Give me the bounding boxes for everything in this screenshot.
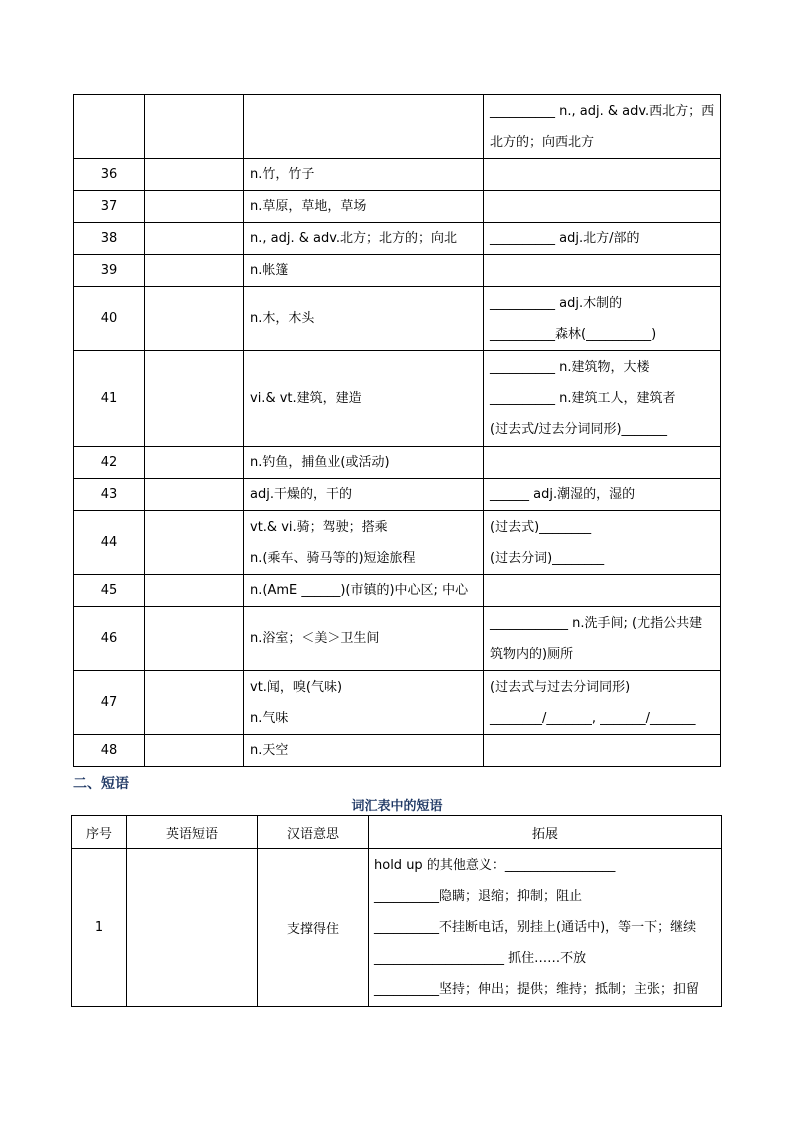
vocab-extension-line: __________ adj.木制的 [490,295,623,311]
vocab-meaning-line: n.天空 [250,743,289,758]
vocab-extension-line: __________森林(__________) [490,326,657,342]
vocab-meaning [244,223,484,255]
vocab-meaning [244,191,484,223]
vocab-number [74,255,145,287]
vocab-row [74,735,721,767]
vocab-word-blank[interactable] [145,575,244,607]
vocab-extension-line: __________ n., adj. & adv.西北方；西 [490,103,715,119]
vocab-extension [484,351,721,447]
vocab-number [74,575,145,607]
vocab-meaning [244,351,484,447]
phrase-extension [369,849,722,1007]
vocab-meaning-line: n., adj. & adv.北方；北方的；向北 [250,231,458,246]
vocab-meaning [244,479,484,511]
vocab-meaning-line: vt.& vi.骑；驾驶；搭乘 [250,519,388,535]
phrase-extension-line: __________不挂断电话，别挂上(通话中)，等一下；继续 [374,920,697,935]
vocab-word-blank[interactable] [145,735,244,767]
vocab-word-blank[interactable] [145,447,244,479]
vocab-meaning [244,287,484,351]
section-heading: 二、短语 [73,776,129,792]
vocab-extension [484,607,721,671]
vocab-row [74,159,721,191]
vocab-extension-line: 北方的；向西北方 [490,134,595,150]
vocab-number [74,479,145,511]
vocab-row [74,223,721,255]
vocab-word-blank[interactable] [145,479,244,511]
header-english-phrase: 英语短语 [127,816,258,849]
vocab-extension [484,575,721,607]
vocab-number-line: 44 [100,535,118,550]
vocab-extension-line: (过去分词)________ [490,550,605,566]
vocab-extension [484,255,721,287]
vocab-meaning [244,159,484,191]
vocab-meaning [244,511,484,575]
vocab-extension [484,447,721,479]
vocab-extension [484,287,721,351]
vocab-number-line: 36 [100,167,118,182]
phrase-chinese-meaning: 支撑得住 [258,849,369,1007]
vocab-number [74,351,145,447]
vocab-meaning-line: n.草原，草地，草场 [250,199,367,214]
vocab-row [74,287,721,351]
vocab-number-line: 47 [100,695,118,710]
vocab-meaning-line: vt.闻，嗅(气味) [250,679,343,695]
vocab-word-blank[interactable] [145,255,244,287]
vocab-meaning-line: adj.干燥的，干的 [250,487,352,502]
vocab-extension [484,223,721,255]
vocab-extension [484,735,721,767]
header-chinese-meaning: 汉语意思 [258,816,369,849]
vocab-meaning-line: n.钓鱼，捕鱼业(或活动) [250,455,390,470]
vocab-number-line: 43 [100,487,118,502]
vocab-word-blank[interactable] [145,607,244,671]
vocab-meaning-line: n.竹，竹子 [250,167,315,182]
vocab-number [74,671,145,735]
vocab-extension-line: __________ adj.北方/部的 [490,231,640,246]
vocab-row [74,95,721,159]
vocab-extension [484,671,721,735]
vocab-meaning-line: n.(乘车、骑马等的)短途旅程 [250,550,416,566]
phrase-table-body [72,849,722,1007]
vocab-extension-line: __________ n.建筑工人，建筑者 [490,391,676,406]
phrase-row [72,849,722,1007]
vocab-number-line: 38 [100,231,118,246]
vocab-word-blank[interactable] [145,223,244,255]
vocab-row [74,255,721,287]
vocab-extension-line: (过去式/过去分词同形)_______ [490,422,668,437]
vocab-extension-line: 筑物内的)厕所 [490,646,574,662]
vocab-extension-line: (过去式与过去分词同形) [490,679,631,695]
vocab-word-blank[interactable] [145,95,244,159]
vocab-word-blank[interactable] [145,159,244,191]
vocab-meaning [244,95,484,159]
vocab-number [74,447,145,479]
vocab-extension-line: ________/_______, _______/_______ [490,710,696,726]
vocab-number-line: 45 [100,583,118,598]
vocab-extension [484,479,721,511]
vocab-row [74,607,721,671]
vocab-meaning [244,671,484,735]
phrase-table-header-row [72,816,722,849]
vocab-number [74,191,145,223]
vocab-number-line: 39 [100,263,118,278]
vocab-meaning [244,575,484,607]
vocab-extension-line: __________ n.建筑物，大楼 [490,360,650,375]
vocab-number-line: 48 [100,743,118,758]
vocab-number-line: 37 [100,199,118,214]
vocab-word-blank[interactable] [145,671,244,735]
vocab-number-line: 42 [100,455,118,470]
vocab-number-line: 40 [100,311,118,326]
phrase-extension-line: __________坚持；伸出；提供；维持；抵制；主张；扣留 [374,982,700,997]
phrase-extension-line: ____________________ 抓住……不放 [374,951,587,966]
vocab-row [74,671,721,735]
vocab-row [74,351,721,447]
vocab-extension-line: (过去式)________ [490,519,592,535]
vocabulary-table-body [74,95,721,767]
vocab-number [74,735,145,767]
vocab-number [74,159,145,191]
vocab-meaning-line: n.气味 [250,710,289,726]
vocab-row [74,479,721,511]
phrase-number: 1 [72,849,127,1007]
vocab-number [74,223,145,255]
header-number: 序号 [72,816,127,849]
vocab-number [74,287,145,351]
vocab-meaning-line: n.浴室；＜美＞卫生间 [250,631,380,646]
vocab-number-line: 46 [100,631,118,646]
vocab-meaning [244,447,484,479]
phrase-table [71,815,722,1007]
phrase-extension-line: __________隐瞒；退缩；抑制；阻止 [374,889,583,904]
vocab-extension-line: ______ adj.潮湿的，湿的 [490,487,636,502]
vocab-meaning [244,735,484,767]
vocab-word-blank[interactable] [145,351,244,447]
vocab-meaning-line: n.帐篷 [250,263,289,278]
vocab-extension [484,191,721,223]
vocab-meaning-line: vi.& vt.建筑，建造 [250,391,362,406]
phrase-extension-line: hold up 的其他意义：_________________ [374,858,616,873]
vocab-number [74,511,145,575]
vocab-word-blank[interactable] [145,287,244,351]
vocab-extension [484,95,721,159]
vocab-number-line: 41 [100,391,118,406]
vocab-meaning [244,607,484,671]
vocab-meaning-line: n.木，木头 [250,311,315,326]
vocab-word-blank[interactable] [145,511,244,575]
phrase-table-caption: 词汇表中的短语 [351,799,443,814]
vocab-row [74,575,721,607]
vocab-number [74,607,145,671]
vocab-meaning [244,255,484,287]
vocab-row [74,447,721,479]
vocab-row [74,191,721,223]
vocab-number [74,95,145,159]
vocab-word-blank[interactable] [145,191,244,223]
vocab-extension [484,511,721,575]
vocab-extension [484,159,721,191]
vocab-meaning-line: n.(AmE ______)(市镇的)中心区; 中心 [250,583,469,598]
vocabulary-table [73,94,721,767]
vocab-extension-line: ____________ n.洗手间; (尤指公共建 [490,615,703,631]
header-extension: 拓展 [369,816,722,849]
vocab-row [74,511,721,575]
phrase-english-blank[interactable] [127,849,258,1007]
